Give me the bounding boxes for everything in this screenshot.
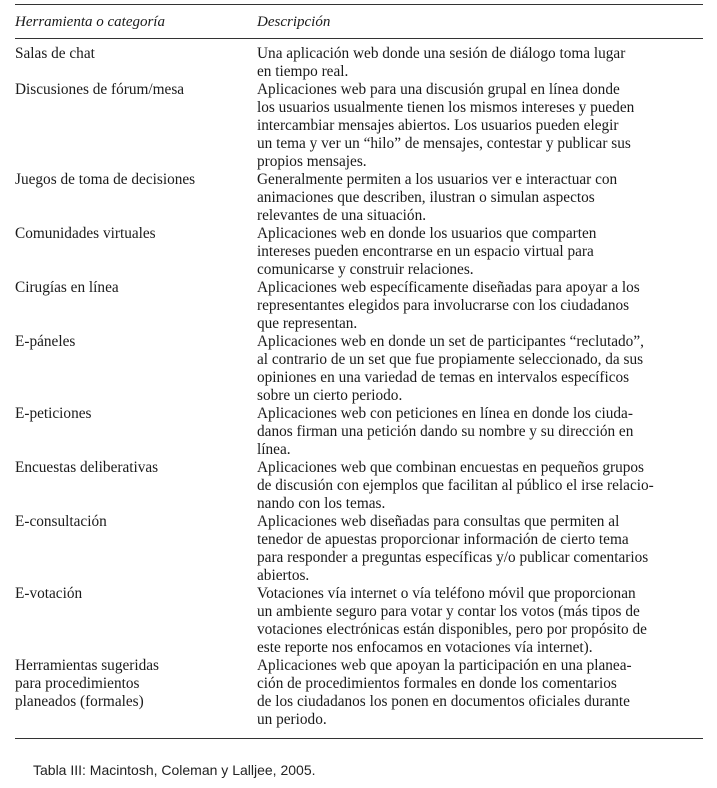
description-line: animaciones que describen, ilustran o simulan aspectos [257,189,595,206]
tool-line: planeados (formales) [15,693,144,710]
tool-line: Encuestas deliberativas [15,459,159,476]
description-line: de discusión con ejemplos que facilitan al público el irse relacio- [257,477,654,494]
description-line: Aplicaciones web que combinan encuestas en pequeños grupos [257,459,644,476]
table-bottom-rule [15,738,703,739]
description-line: los usuarios usualmente tienen los mismos intereses y pueden [257,99,635,116]
description-line: votaciones electrónicas están disponibles, pero por propósito de [257,621,647,638]
tool-line: E-consultación [15,513,107,530]
description-cell [257,279,703,333]
description-line: un ambiente seguro para votar y contar los votos (más tipos de [257,603,640,620]
description-line: Aplicaciones web para una discusión grupal en línea donde [257,81,620,98]
tool-cell [15,45,257,81]
description-cell [257,459,703,513]
description-cell [257,657,703,729]
description-line: ción de procedimientos formales en donde los comentarios [257,675,617,692]
description-line: propios mensajes. [257,153,367,170]
description-line: relevantes de una situación. [257,207,427,224]
description-line: de los ciudadanos los ponen en documentos oficiales durante [257,693,630,710]
description-line: Aplicaciones web diseñadas para consultas que permiten al [257,513,620,530]
description-line: Aplicaciones web específicamente diseñadas para apoyar a los [257,279,640,296]
table-row [15,81,703,171]
description-cell [257,225,703,279]
table-body [15,39,703,729]
tool-line: para procedimientos [15,675,140,692]
tool-cell [15,333,257,405]
tool-cell [15,171,257,225]
description-line: Aplicaciones web en donde un set de participantes “reclutado”, [257,333,644,350]
description-cell [257,333,703,405]
description-line: este reporte nos enfocamos en votaciones vía internet). [257,639,593,656]
tool-cell [15,81,257,171]
header-description: Descripción [257,14,331,30]
table-caption: Tabla III: Macintosh, Coleman y Lalljee, 2005. [33,762,316,778]
table-row [15,585,703,657]
description-cell [257,513,703,585]
tool-line: E-votación [15,585,83,602]
description-line: al contrario de un set que fue propiamente seleccionado, da sus [257,351,644,368]
table-row [15,459,703,513]
table-row [15,405,703,459]
description-line: danos firman una petición dando su nombre y su dirección en [257,423,634,440]
description-line: representantes elegidos para involucrarse con los ciudadanos [257,297,630,314]
tools-table [15,0,703,739]
tool-line: Salas de chat [15,45,95,62]
table-row [15,279,703,333]
tool-cell [15,405,257,459]
description-line: opiniones en una variedad de temas en intervalos específicos [257,369,630,386]
description-line: Generalmente permiten a los usuarios ver e interactuar con [257,171,618,188]
table-row [15,333,703,405]
description-cell [257,585,703,657]
table-row [15,45,703,81]
table-row [15,513,703,585]
description-line: que representan. [257,315,358,332]
header-tool: Herramienta o categoría [15,14,165,30]
description-cell [257,405,703,459]
description-line: Votaciones vía internet o vía teléfono móvil que proporcionan [257,585,636,602]
description-line: Aplicaciones web en donde los usuarios que comparten [257,225,597,242]
description-line: intercambiar mensajes abiertos. Los usuarios pueden elegir [257,117,619,134]
tool-line: E-peticiones [15,405,92,422]
description-cell [257,171,703,225]
table-header [15,5,703,31]
description-line: abiertos. [257,567,310,584]
tool-cell [15,657,257,729]
tool-cell [15,513,257,585]
description-line: un periodo. [257,711,327,728]
tool-line: Cirugías en línea [15,279,119,296]
table-row [15,225,703,279]
description-line: Aplicaciones web que apoyan la participación en una planea- [257,657,632,674]
tool-cell [15,459,257,513]
tool-cell [15,279,257,333]
table-row [15,657,703,729]
description-line: un tema y ver un “hilo” de mensajes, contestar y publicar sus [257,135,631,152]
tool-line: Discusiones de fórum/mesa [15,81,185,98]
description-cell [257,45,703,81]
tool-line: Comunidades virtuales [15,225,156,242]
description-line: comunicarse y construir relaciones. [257,261,474,278]
description-line: sobre un cierto periodo. [257,387,403,404]
description-cell [257,81,703,171]
tool-cell [15,585,257,657]
description-line: para responder a preguntas específicas y/o publicar comentarios [257,549,649,566]
description-line: nando con los temas. [257,495,386,512]
description-line: línea. [257,441,291,458]
description-line: Una aplicación web donde una sesión de diálogo toma lugar [257,45,626,62]
tool-line: Herramientas sugeridas [15,657,159,674]
tool-cell [15,225,257,279]
table-row [15,171,703,225]
description-line: en tiempo real. [257,63,349,80]
description-line: Aplicaciones web con peticiones en línea en donde los ciuda- [257,405,633,422]
description-line: intereses pueden encontrarse en un espacio virtual para [257,243,594,260]
tool-line: Juegos de toma de decisiones [15,171,196,188]
tool-line: E-páneles [15,333,76,350]
description-line: tenedor de apuestas proporcionar información de cierto tema [257,531,629,548]
